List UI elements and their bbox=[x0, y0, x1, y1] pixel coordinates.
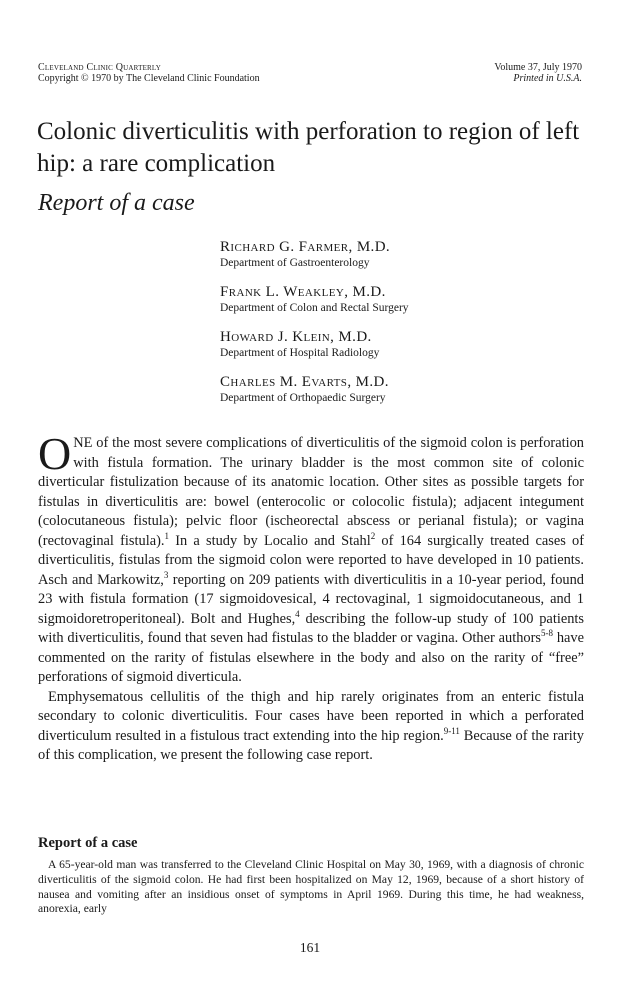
volume-line: Volume 37, July 1970 bbox=[494, 62, 582, 73]
author-name: Frank L. Weakley, M.D. bbox=[220, 284, 386, 300]
body-text-run: of 164 surgically treated cases of diverticulitis, fistulas from the sigmoid colon were reported to have developed in 10 patients. Asch and Markowitz, bbox=[38, 532, 584, 588]
citation-ref: 3 bbox=[163, 569, 169, 580]
author-department: Department of Gastroenterology bbox=[220, 257, 370, 269]
journal-name: Cleveland Clinic Quarterly bbox=[38, 62, 161, 73]
case-report-body bbox=[38, 858, 584, 917]
article-subtitle: Report of a case bbox=[38, 190, 195, 216]
author-department: Department of Orthopaedic Surgery bbox=[220, 392, 386, 404]
author-name: Howard J. Klein, M.D. bbox=[220, 329, 372, 345]
body-text-run: Emphysematous cellulitis of the thigh and hip rarely originates from an enteric fistula secondary to colonic diverticulitis. Four cases have been reported in which a perforated diverticulum resulted in a fistulous tract extending into the hip region. bbox=[38, 688, 584, 744]
body-text-run: NE of the most severe complications of diverticulitis of the sigmoid colon is perforation with fistula formation. The urinary bladder is the most common site of colonic diverticular fistulization because of its anatomic location. Other sites as possible targets for fistulas in diverticulitis are: bowel (enterocolic or colocolic fistula); adjacent integument (colocutaneous fistula); pelvic floor (ischeorectal abscess or perianal fistula); or vagina (rectovaginal fistula). bbox=[38, 435, 584, 549]
body-text-run: In a study by Localio and Stahl bbox=[168, 532, 371, 549]
author-block bbox=[220, 373, 580, 406]
citation-ref: 1 bbox=[164, 530, 169, 541]
body-text-run: describing the follow-up study of 100 patients with diverticulitis, found that seven had fistulas to the bladder or vagina. Other authors bbox=[38, 610, 584, 646]
body-paragraph bbox=[38, 688, 584, 766]
body-text-run: have commented on the rarity of fistulas elsewhere in the body and also on the rarity of “free” perforations of sigmoid diverticula. bbox=[38, 630, 584, 685]
printed-line: Printed in U.S.A. bbox=[513, 73, 582, 84]
author-list bbox=[220, 238, 580, 418]
article-title: Colonic diverticulitis with perforation to region of left hip: a rare complication bbox=[37, 118, 580, 177]
drop-cap: O bbox=[38, 428, 72, 479]
author-department: Department of Hospital Radiology bbox=[220, 347, 380, 359]
running-header-right bbox=[494, 62, 582, 84]
author-block bbox=[220, 328, 580, 361]
citation-ref: 9-11 bbox=[443, 725, 460, 736]
citation-ref: 2 bbox=[370, 530, 376, 541]
author-department: Department of Colon and Rectal Surgery bbox=[220, 302, 409, 314]
page-number: 161 bbox=[299, 940, 321, 955]
section-heading: Report of a case bbox=[38, 835, 138, 851]
author-block bbox=[220, 283, 580, 316]
body-paragraph bbox=[38, 428, 584, 688]
author-name: Richard G. Farmer, M.D. bbox=[220, 239, 391, 255]
article-body bbox=[38, 428, 584, 766]
running-header-left bbox=[38, 62, 260, 84]
citation-ref: 5-8 bbox=[541, 628, 553, 639]
body-text-run: reporting on 209 patients with diverticulitis in a 10-year period, found 23 with fistula formation (17 sigmoidovesical, 4 rectovaginal, 1 sigmoidocutaneous, and 1 sigmoidoretroperitoneal). Bolt and Hughes, bbox=[38, 571, 584, 627]
author-name: Charles M. Evarts, M.D. bbox=[220, 374, 389, 390]
copyright-line: Copyright © 1970 by The Cleveland Clinic Foundation bbox=[38, 73, 260, 84]
author-block bbox=[220, 238, 580, 271]
body-text-run: Because of the rarity of this complication, we present the following case report. bbox=[38, 727, 584, 763]
citation-ref: 4 bbox=[295, 608, 300, 619]
case-paragraph: A 65-year-old man was transferred to the Cleveland Clinic Hospital on May 30, 1969, with a diagnosis of chronic diverticulitis of the sigmoid colon. He had first been hospitalized on May 12, 1969, because of a short history of nausea and vomiting after an insidious onset of symptoms in April 1969. During this time, he had weakness, anorexia, early bbox=[38, 858, 584, 916]
